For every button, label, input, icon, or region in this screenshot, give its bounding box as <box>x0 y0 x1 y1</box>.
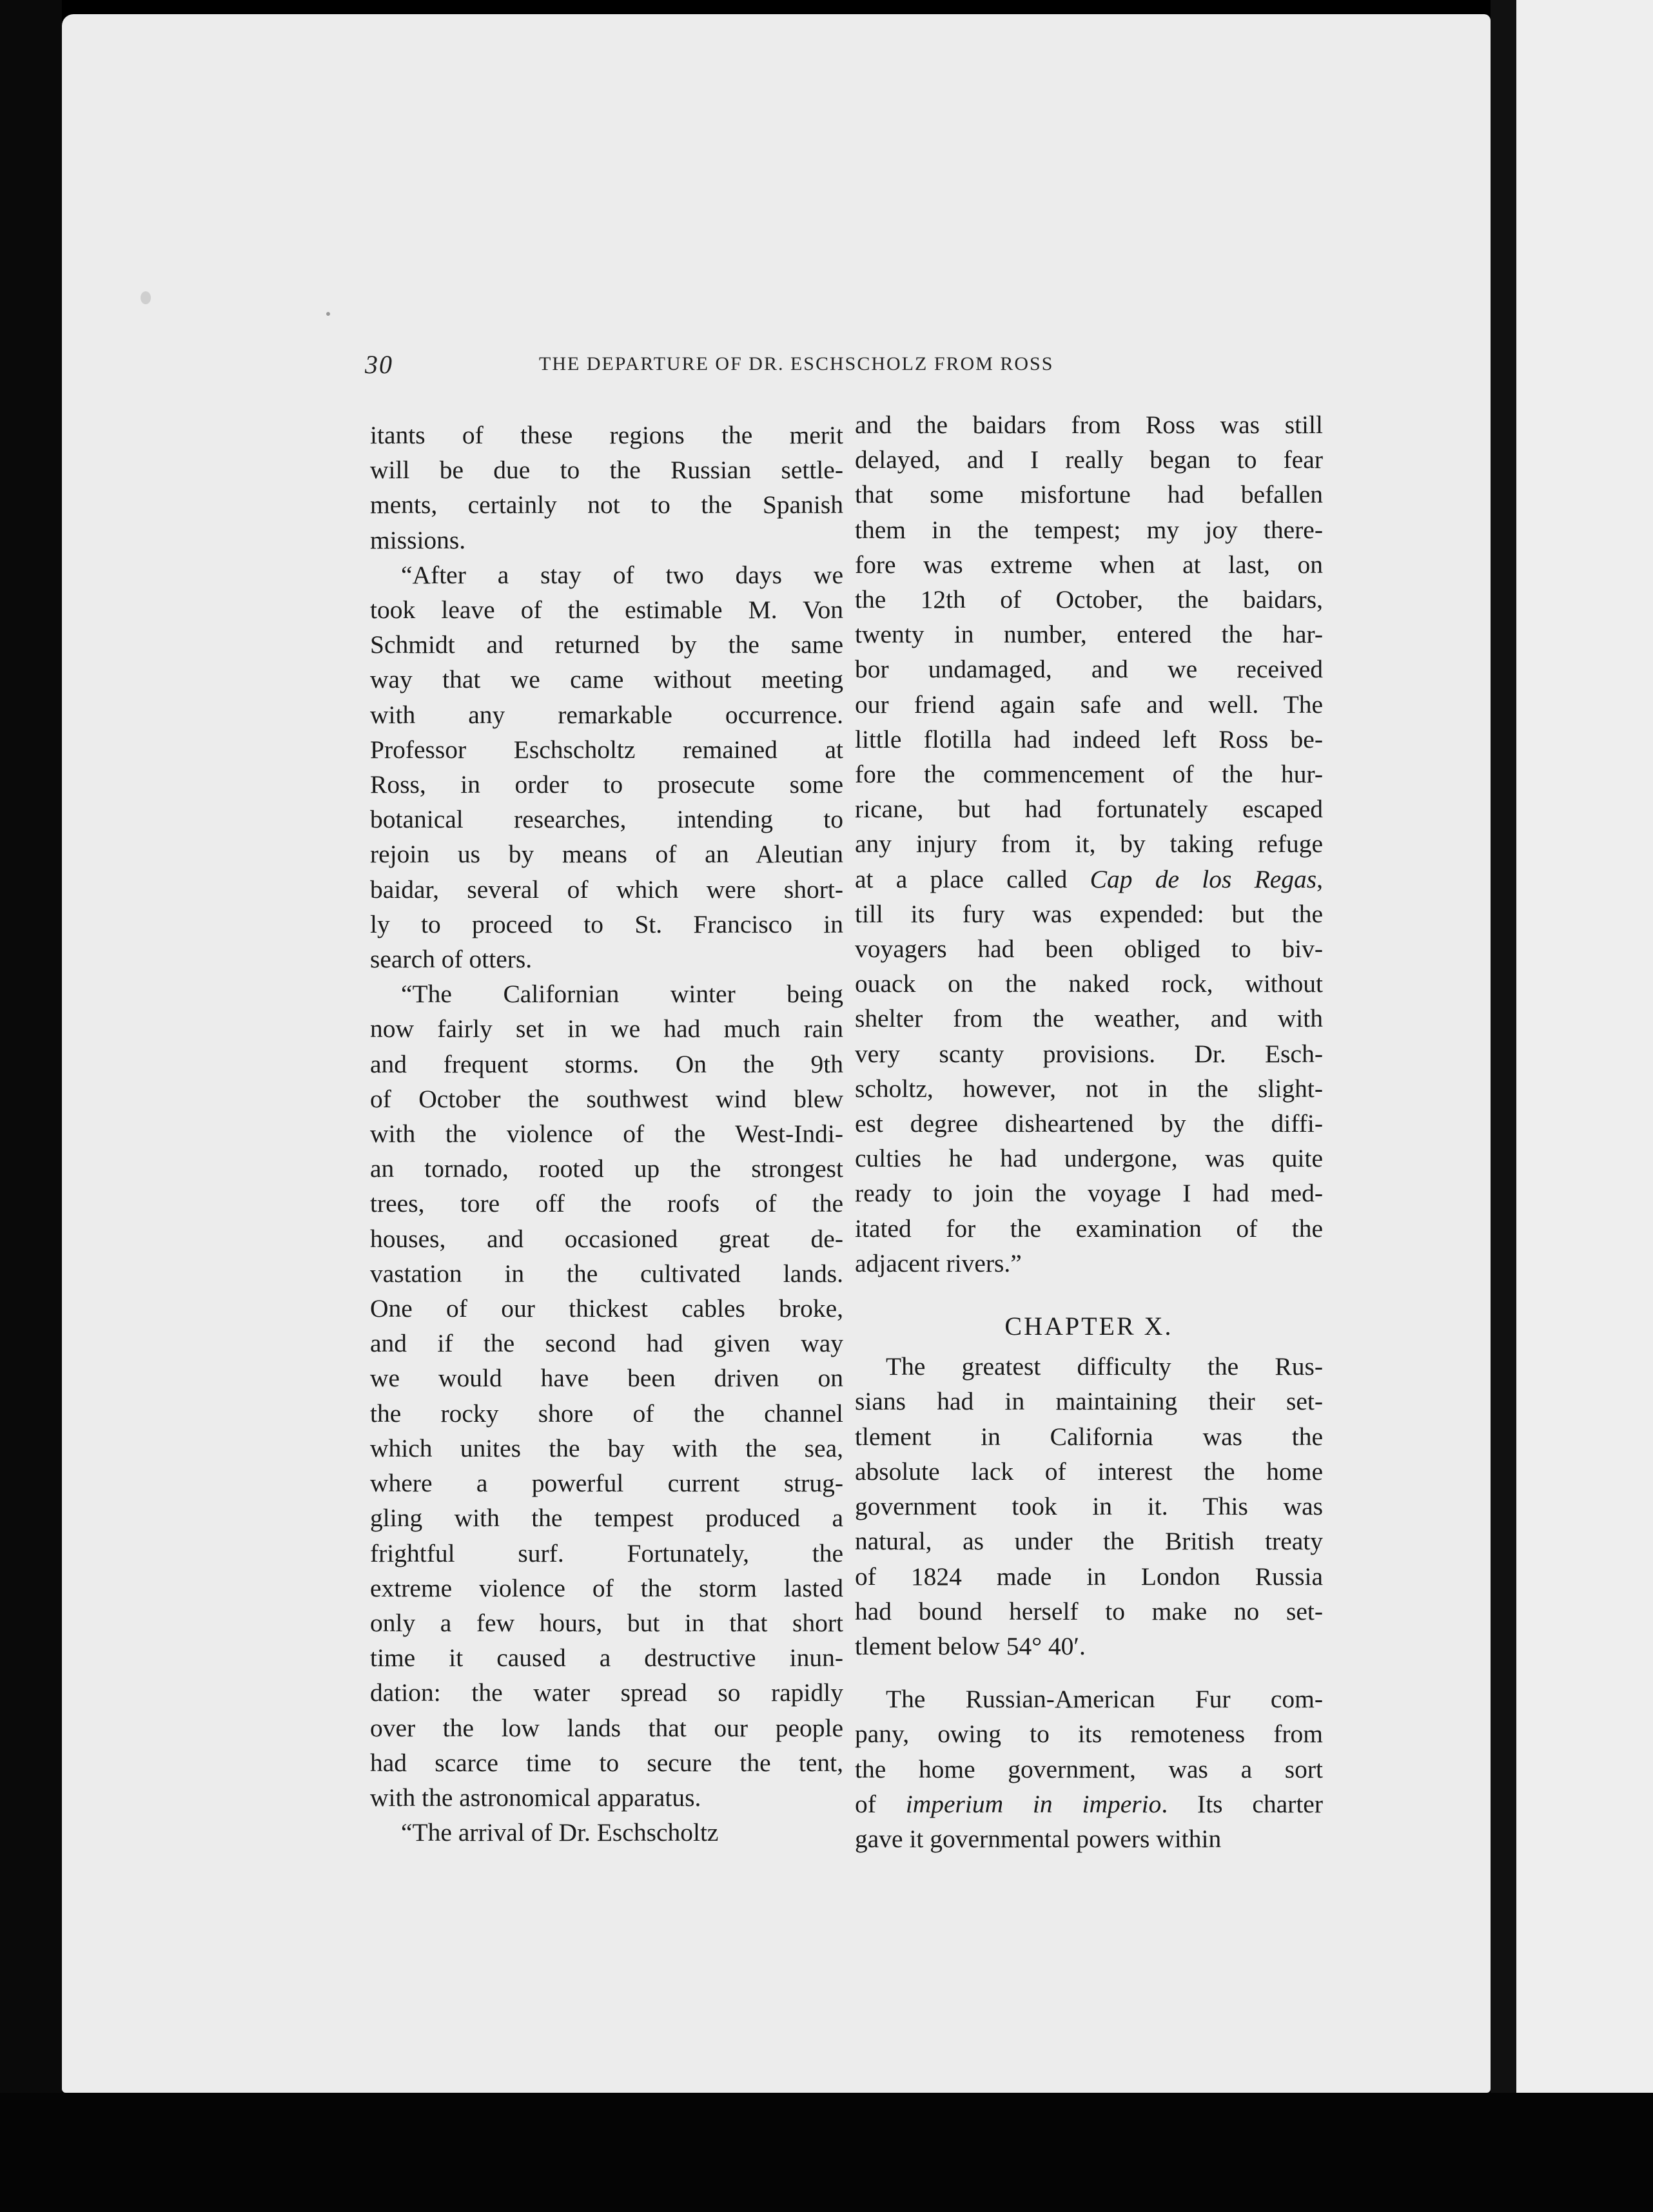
paragraph <box>855 1682 1323 1856</box>
left-text-column <box>370 418 843 1850</box>
text-line: of October the southwest wind blew <box>370 1084 843 1113</box>
text-line: itated for the examination of the <box>855 1214 1323 1243</box>
text-line: of 1824 made in London Russia <box>855 1562 1323 1591</box>
text-line: frightful surf. Fortunately, the <box>370 1538 843 1567</box>
text-line: way that we came without meeting <box>370 665 843 694</box>
text-line: now fairly set in we had much rain <box>370 1014 843 1043</box>
text-line: government took in it. This was <box>855 1492 1323 1521</box>
text-line: had bound herself to make no set- <box>855 1596 1323 1625</box>
right-text-column <box>855 407 1323 1856</box>
text-line: and the baidars from Ross was still <box>855 411 1323 439</box>
text-line: The greatest difficulty the Rus- <box>886 1352 1323 1381</box>
text-line: fore was extreme when at last, on <box>855 550 1323 579</box>
text-line: any injury from it, by taking refuge <box>855 830 1323 859</box>
text-line: houses, and occasioned great de- <box>370 1224 843 1253</box>
paragraph <box>370 418 843 558</box>
text-line: and frequent storms. On the 9th <box>370 1049 843 1078</box>
text-line: Schmidt and returned by the same <box>370 630 843 659</box>
scan-bottom-border <box>0 2093 1653 2212</box>
text-line: only a few hours, but in that short <box>370 1608 843 1637</box>
text-line: delayed, and I really began to fear <box>855 445 1323 474</box>
text-line: search of otters. <box>370 945 533 974</box>
text-line: them in the tempest; my joy there- <box>855 515 1323 544</box>
scan-left-border <box>0 0 62 2212</box>
text-line: natural, as under the British treaty <box>855 1527 1323 1556</box>
text-line: ricane, but had fortunately escaped <box>855 795 1323 824</box>
scan-gutter <box>1491 0 1516 2095</box>
text-line: One of our thickest cables broke, <box>370 1294 843 1323</box>
text-line: dation: the water spread so rapidly <box>370 1678 843 1707</box>
text-line: itants of these regions the merit <box>370 421 843 449</box>
text-line: gling with the tempest produced a <box>370 1504 843 1533</box>
text-line: very scanty provisions. Dr. Esch- <box>855 1039 1323 1068</box>
text-line: ready to join the voyage I had med- <box>855 1179 1323 1208</box>
text-line: extreme violence of the storm lasted <box>370 1573 843 1602</box>
text-line: bor undamaged, and we received <box>855 655 1323 684</box>
text-line: where a powerful current strug- <box>370 1469 843 1498</box>
text-line: rejoin us by means of an Aleutian <box>370 840 843 869</box>
text-line: voyagers had been obliged to biv- <box>855 935 1323 964</box>
text-line: till its fury was expended: but the <box>855 899 1323 928</box>
text-line: over the low lands that our people <box>370 1713 843 1742</box>
text-line: of imperium in imperio. Its charter <box>855 1789 1323 1818</box>
right-column-continuation <box>855 407 1323 1281</box>
text-line: the 12th of October, the baidars, <box>855 585 1323 614</box>
text-line: ly to proceed to St. Francisco in <box>370 909 843 938</box>
text-line: our friend again safe and well. The <box>855 690 1323 719</box>
text-line: and if the second had given way <box>370 1329 843 1358</box>
text-line: botanical researches, intending to <box>370 805 843 834</box>
adjacent-page-edge <box>1516 0 1653 2120</box>
text-line: “The Californian winter being <box>401 980 843 1009</box>
text-line: Ross, in order to prosecute some <box>370 770 843 799</box>
paragraph <box>370 976 843 1815</box>
text-line: pany, owing to its remoteness from <box>855 1720 1323 1749</box>
text-line: twenty in number, entered the har- <box>855 620 1323 649</box>
text-line: vastation in the cultivated lands. <box>370 1259 843 1288</box>
text-line: “After a stay of two days we <box>401 560 843 589</box>
text-line: sians had in maintaining their set- <box>855 1387 1323 1416</box>
scan-speck <box>326 312 330 316</box>
paragraph <box>855 1349 1323 1664</box>
text-line: baidar, several of which were short- <box>370 875 843 904</box>
text-line: took leave of the estimable M. Von <box>370 596 843 625</box>
text-line: shelter from the weather, and with <box>855 1004 1323 1033</box>
text-line: tlement in California was the <box>855 1422 1323 1451</box>
text-line: with the violence of the West-Indi- <box>370 1120 843 1149</box>
chapter-body <box>855 1349 1323 1856</box>
chapter-heading: CHAPTER X. <box>1004 1312 1173 1341</box>
text-line: an tornado, rooted up the strongest <box>370 1154 843 1183</box>
text-line: fore the commencement of the hur- <box>855 760 1323 789</box>
text-line: little flotilla had indeed left Ross be- <box>855 724 1323 753</box>
text-line: culties he had undergone, was quite <box>855 1144 1323 1173</box>
text-line: absolute lack of interest the home <box>855 1457 1323 1486</box>
scan-speck <box>141 291 151 304</box>
text-line: had scarce time to secure the tent, <box>370 1748 843 1777</box>
text-line: time it caused a destructive inun- <box>370 1644 843 1673</box>
text-line: with any remarkable occurrence. <box>370 700 843 729</box>
text-line: the rocky shore of the channel <box>370 1399 843 1428</box>
text-line: The Russian-American Fur com- <box>886 1685 1323 1714</box>
running-header <box>365 350 1332 379</box>
paragraph <box>370 1815 843 1850</box>
paragraph-gap <box>855 1664 1323 1682</box>
text-line: ments, certainly not to the Spanish <box>370 490 843 519</box>
text-line: at a place called Cap de los Regas, <box>855 864 1324 893</box>
text-line: trees, tore off the roofs of the <box>370 1189 843 1218</box>
text-line: that some misfortune had befallen <box>855 480 1323 509</box>
text-line: est degree disheartened by the diffi- <box>855 1109 1323 1138</box>
text-line: scholtz, however, not in the slight- <box>855 1074 1323 1103</box>
paragraph <box>370 558 843 976</box>
page-number: 30 <box>365 350 393 379</box>
text-line: the home government, was a sort <box>855 1754 1323 1783</box>
text-line: “The arrival of Dr. Eschscholtz <box>401 1818 719 1847</box>
text-line: gave it governmental powers within <box>855 1824 1222 1853</box>
text-line: which unites the bay with the sea, <box>370 1433 843 1462</box>
text-line: we would have been driven on <box>370 1364 843 1393</box>
paragraph <box>855 407 1323 1281</box>
text-line: ouack on the naked rock, without <box>855 969 1323 998</box>
running-title: THE DEPARTURE OF DR. ESCHSCHOLZ FROM ROSS <box>539 353 1054 374</box>
text-line: tlement below 54° 40′. <box>855 1631 1086 1660</box>
text-line: missions. <box>370 525 466 554</box>
text-line: will be due to the Russian settle- <box>370 456 843 485</box>
text-line: Professor Eschscholtz remained at <box>370 735 843 764</box>
text-line: with the astronomical apparatus. <box>370 1783 701 1812</box>
text-line: adjacent rivers.” <box>855 1248 1022 1277</box>
